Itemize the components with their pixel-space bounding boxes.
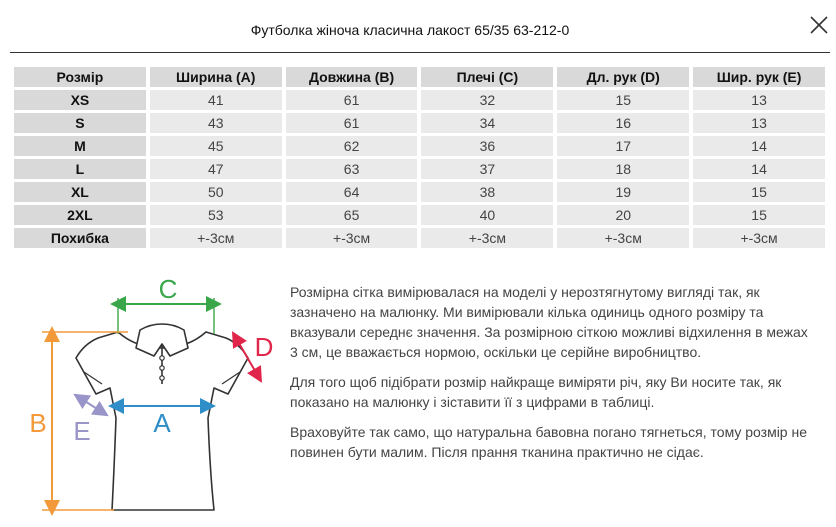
table-cell: 62 (286, 136, 418, 156)
table-cell: 40 (421, 205, 553, 225)
table-row-tolerance (14, 228, 825, 248)
table-cell: 45 (150, 136, 282, 156)
header-length: Довжина (B) (286, 67, 418, 87)
header-shoulders: Плечі (C) (421, 67, 553, 87)
table-cell: 14 (693, 159, 825, 179)
table-cell: 50 (150, 182, 282, 202)
label-d: D (254, 332, 274, 362)
label-e: E (73, 416, 91, 446)
table-cell: 53 (150, 205, 282, 225)
table-cell: 13 (693, 113, 825, 133)
size-label: M (14, 136, 146, 156)
table-cell: 61 (286, 113, 418, 133)
table-cell: +-3см (150, 228, 282, 248)
size-label: L (14, 159, 146, 179)
table-cell: 63 (286, 159, 418, 179)
label-a: A (153, 408, 171, 438)
header-sleeve-length: Дл. рук (D) (557, 67, 689, 87)
modal-title: Футболка жіноча класична лакост 65/35 63-212-0 (250, 22, 570, 38)
size-label: 2XL (14, 205, 146, 225)
header-width: Ширина (A) (150, 67, 282, 87)
tolerance-label: Похибка (14, 228, 146, 248)
table-cell: 20 (557, 205, 689, 225)
table-row (14, 90, 825, 110)
size-label: XS (14, 90, 146, 110)
polo-shirt-diagram (18, 272, 280, 522)
size-label: XL (14, 182, 146, 202)
table-cell: +-3см (693, 228, 825, 248)
table-cell: 41 (150, 90, 282, 110)
sleeve-width-arrow (80, 398, 102, 412)
close-button[interactable] (808, 14, 830, 36)
table-row (14, 182, 825, 202)
close-icon (808, 14, 830, 36)
table-cell: 36 (421, 136, 553, 156)
table-cell: +-3см (557, 228, 689, 248)
table-cell: 43 (150, 113, 282, 133)
size-info-text (290, 282, 810, 472)
table-cell: 15 (693, 182, 825, 202)
table-cell: 19 (557, 182, 689, 202)
buttons (160, 356, 164, 380)
table-cell: +-3см (286, 228, 418, 248)
modal-header (10, 0, 830, 53)
table-cell: 37 (421, 159, 553, 179)
size-label: S (14, 113, 146, 133)
size-table (10, 64, 829, 251)
table-cell: 13 (693, 90, 825, 110)
info-paragraph: Для того щоб підібрати розмір найкраще виміряти річ, яку Ви носите так, як показано на малюнку і зіставити її з цифрами в таблиці. (290, 374, 782, 410)
info-paragraph: Враховуйте так само, що натуральна бавовна погано тягнеться, тому розмір не повинен бути малим. Після прання тканина практично не сідає. (290, 424, 808, 460)
table-cell: 15 (693, 205, 825, 225)
table-cell: 47 (150, 159, 282, 179)
measurement-diagram (18, 272, 280, 522)
table-cell: +-3см (421, 228, 553, 248)
table-row (14, 113, 825, 133)
header-size: Розмір (14, 67, 146, 87)
table-cell: 38 (421, 182, 553, 202)
table-cell: 14 (693, 136, 825, 156)
table-row (14, 205, 825, 225)
table-cell: 16 (557, 113, 689, 133)
table-cell: 17 (557, 136, 689, 156)
info-paragraph: Розмірна сітка вимірювалася на моделі у нерозтягнутому вигляді так, як зазначено на малюнку. Ми вимірювали кілька одиниць одного розміру та вказували середнє значення. За розмірною сіткою можливі відхилення в межах 3 см, це вважається нормою, оскільки це серійне виробництво. (290, 284, 808, 360)
table-row (14, 136, 825, 156)
table-cell: 64 (286, 182, 418, 202)
table-cell: 15 (557, 90, 689, 110)
table-header-row (14, 67, 825, 87)
header-sleeve-width: Шир. рук (E) (693, 67, 825, 87)
table-row (14, 159, 825, 179)
table-cell: 32 (421, 90, 553, 110)
label-c: C (158, 274, 178, 304)
table-cell: 18 (557, 159, 689, 179)
table-cell: 61 (286, 90, 418, 110)
table-cell: 65 (286, 205, 418, 225)
table-cell: 34 (421, 113, 553, 133)
label-b: B (29, 408, 47, 438)
